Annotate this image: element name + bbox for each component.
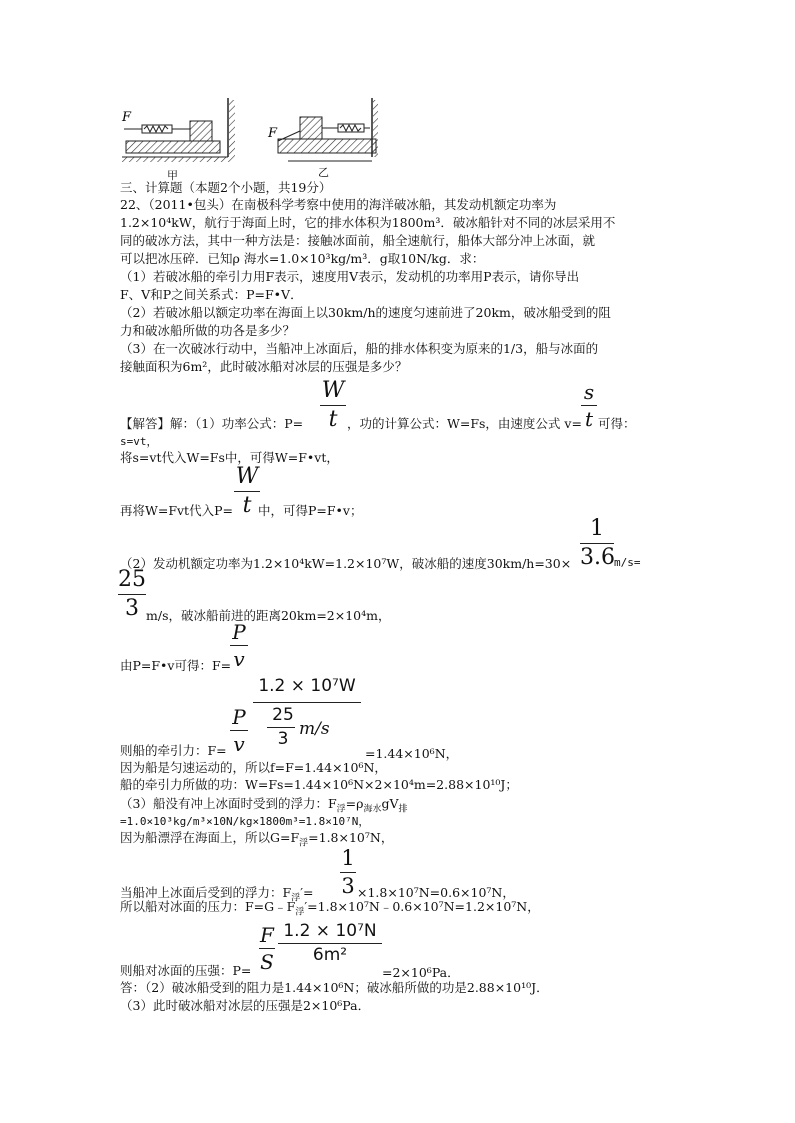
compound-numerator: 1.2 × 10⁷W: [258, 676, 356, 696]
figure-caption-right: 乙: [318, 166, 329, 179]
problem-line: 1.2×10⁴kW，航行于海面上时，它的排水体积为1800m³．破冰船针对不同的冰层采用不: [120, 215, 616, 230]
fraction-W-over-t-2: W t: [235, 464, 259, 518]
compound-fraction: [253, 676, 361, 756]
problem-line: 力和破冰船所做的功各是多少？: [120, 323, 296, 338]
compound-bar: [253, 702, 361, 703]
figure-right: [267, 98, 378, 161]
problem-line: 可以把冰压碎．已知ρ 海水=1.0×10³kg/m³．g取10N/kg．求：: [120, 251, 485, 266]
fraction-F-over-S: F S: [260, 923, 274, 974]
fraction-s-over-t: s t: [581, 382, 597, 429]
fraction-P-over-v-2: P v: [230, 707, 248, 754]
problem-line: 22、（2011•包头）在南极科学考察中使用的海洋破冰船，其发动机额定功率为: [120, 197, 557, 212]
spring-scale-figure: [118, 95, 378, 177]
answer-line-7a: 由P=F•v可得：F=: [120, 658, 232, 673]
answer-line-15: 所以船对冰面的压力：$F=G﹣F_浮'=1.8\times 10^7N﹣0.6\times 10^7N=1.2\times 10^7N$，: [120, 899, 540, 918]
answer-line-1a: 【解答】解：（1）功率公式：P=: [120, 416, 304, 431]
force-label-right: F: [268, 126, 278, 141]
problem-line: F、V和P之间关系式：P=F•V．: [120, 287, 303, 302]
section-title: 三、计算题（本题2个小题，共19分）: [120, 180, 332, 195]
problem-line: 接触面积为6m²，此时破冰船对冰层的压强是多少？: [120, 359, 408, 374]
fraction-W-over-t: W t: [321, 378, 345, 432]
compound-den-unit: m/s: [299, 719, 330, 739]
answer-line-16b: =2×10⁶Pa．: [382, 965, 460, 980]
problem-line: （2）若破冰船以额定功率在海面上以30km/h的速度匀速前进了20km，破冰船受到的阻: [120, 305, 611, 320]
figure-left: [121, 98, 235, 162]
fraction-P-over-v: P v: [230, 622, 248, 669]
answer-line-6: m/s，破冰船前进的距离20km=2×10⁴m，: [146, 608, 391, 623]
answer-line-11: （3）船没有冲上冰面时受到的浮力：$F_浮=\rho_{海水}gV_排$: [120, 796, 408, 815]
answer-line-9: 因为船是匀速运动的，所以f=F=1.44×10⁶N，: [120, 760, 387, 775]
answer-line-4a: 再将W=Fvt代入P=: [120, 503, 233, 518]
problem-line: 同的破冰方法，其中一种方法是：接触冰面前，船全速航行，船体大部分冲上冰面，就: [120, 233, 596, 248]
figure-caption-left: 甲: [167, 169, 178, 182]
fraction-pressure: 1.2 × 10⁷N 6m²: [278, 923, 382, 964]
problem-line: （3）在一次破冰行动中，当船冲上冰面后，船的排水体积变为原来的1/3，船与冰面的: [120, 341, 599, 356]
answer-line-18: （3）此时破冰船对冰层的压强是2×10⁶Pa．: [120, 998, 371, 1013]
answer-line-4b: 中，可得P=F•v；: [258, 503, 363, 518]
answer-line-17: 答：（2）破冰船受到的阻力是1.44×10⁶N；破冰船所做的功是2.88×10¹⁰J．: [120, 980, 549, 995]
answer-line-5a: （2）发动机额定功率为1.2×10⁴kW=1.2×10⁷W，破冰船的速度30km/h=30×: [120, 556, 572, 571]
compound-den-num: 25: [272, 705, 294, 725]
fraction-1-over-3: 1 3: [341, 846, 355, 898]
answer-line-10: 船的牵引力所做的功：W=Fs=1.44×10⁶N×2×10⁴m=2.88×10¹⁰J；: [120, 777, 518, 792]
fraction-1-over-3.6: 1 3.6: [580, 516, 615, 570]
compound-den-den: 3: [277, 729, 289, 749]
fraction-25-over-3: 25 3: [118, 567, 146, 621]
answer-line-2: s=vt，: [120, 435, 158, 448]
answer-line-8a: 则船的牵引力：F=: [120, 743, 227, 758]
compound-den-bar: [267, 727, 295, 728]
answer-line-14c: ×1.8×10⁷N=0.6×10⁷N，: [357, 885, 515, 900]
answer-line-1b: ，功的计算公式：W=Fs，由速度公式 v=: [347, 416, 582, 431]
answer-line-3: 将s=vt代入W=Fs中，可得W=F•vt，: [120, 450, 339, 465]
answer-line-14a: 当船冲上冰面后受到的浮力：$F_浮'=$: [120, 885, 314, 904]
answer-line-16a: 则船对冰面的压强：P=: [120, 963, 252, 978]
problem-line: （1）若破冰船的牵引力用F表示，速度用V表示，发动机的功率用P表示，请你导出: [120, 269, 580, 284]
answer-line-5b: m/s=: [614, 556, 641, 569]
answer-line-1c: 可得：: [598, 416, 636, 431]
answer-line-13: 因为船漂浮在海面上，所以$G=F_浮=1.8\times 10^7N$，: [120, 830, 394, 849]
force-label-left: F: [122, 110, 132, 125]
answer-line-12: =1.0×10³kg/m³×10N/kg×1800m³=1.8×10⁷N，: [120, 815, 370, 828]
answer-line-8b: =1.44×10⁶N，: [365, 746, 459, 761]
